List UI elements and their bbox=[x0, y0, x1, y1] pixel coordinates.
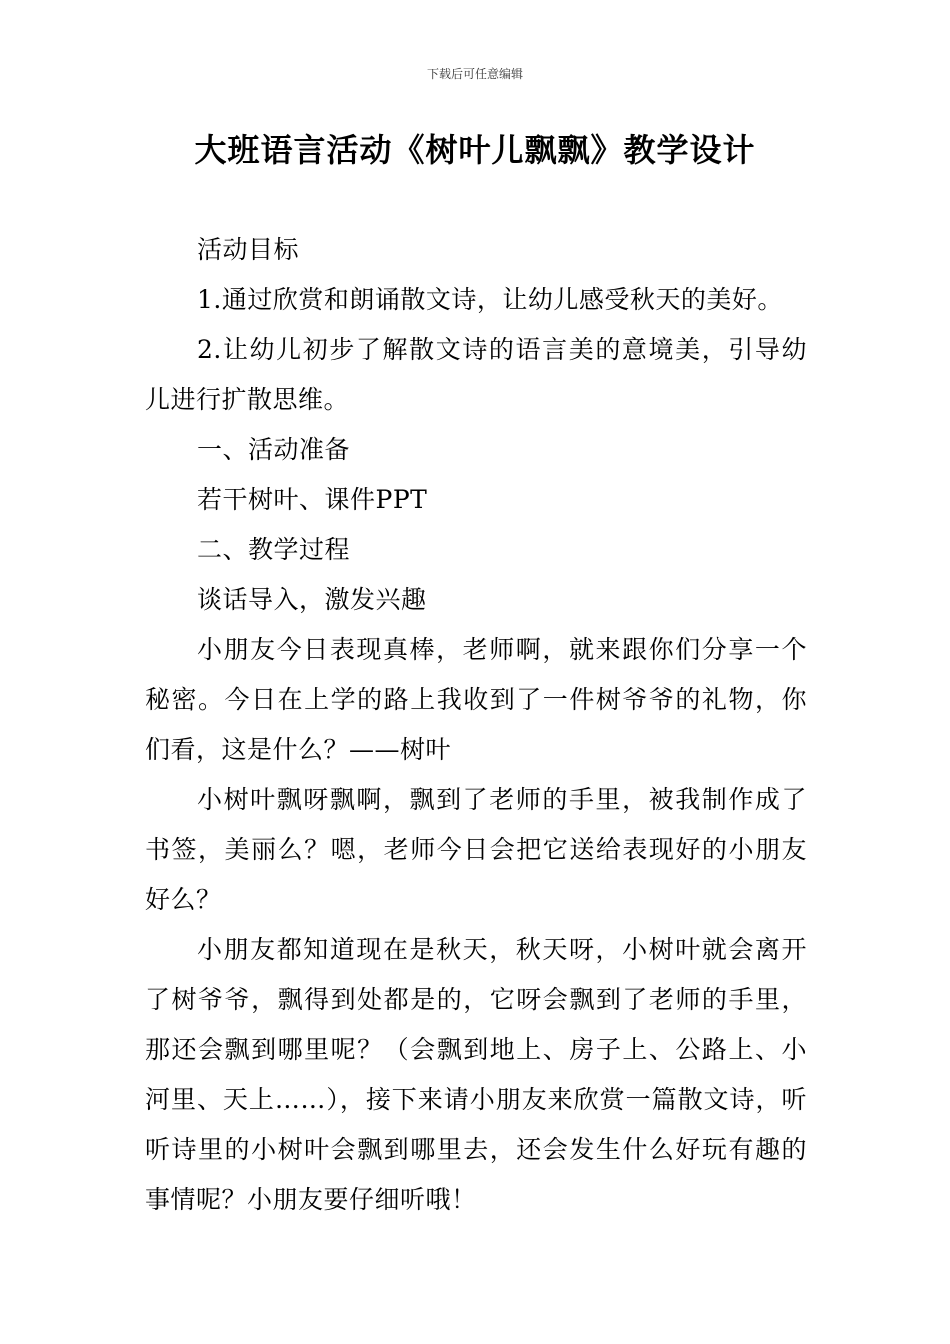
goal-item-2: 2.让幼儿初步了解散文诗的语言美的意境美，引导幼儿进行扩散思维。 bbox=[145, 335, 807, 414]
body-paragraph: 小树叶飘呀飘啊，飘到了老师的手里，被我制作成了书签，美丽么？嗯，老师今日会把它送给表现好的小朋友好么？ bbox=[145, 785, 807, 914]
body-paragraph: 小朋友都知道现在是秋天，秋天呀，小树叶就会离开了树爷爷，飘得到处都是的，它呀会飘到了老师的手里，那还会飘到哪里呢？（会飘到地上、房子上、公路上、小河里、天上……），接下来请小朋友来欣赏一篇散文诗，听听诗里的小树叶会飘到哪里去，还会发生什么好玩有趣的事情呢？小朋友要仔细听哦！ bbox=[145, 935, 807, 1214]
section-heading-preparation: 一、活动准备 bbox=[197, 435, 351, 464]
section-heading-process: 二、教学过程 bbox=[197, 535, 351, 564]
preparation-materials: 若干树叶、课件PPT bbox=[197, 485, 428, 514]
section-heading-goals: 活动目标 bbox=[197, 235, 300, 264]
document-title: 大班语言活动《树叶儿飘飘》教学设计 bbox=[194, 131, 756, 169]
document-body bbox=[145, 225, 807, 1225]
goal-item-1: 1.通过欣赏和朗诵散文诗，让幼儿感受秋天的美好。 bbox=[197, 285, 783, 314]
body-paragraph: 小朋友今日表现真棒，老师啊，就来跟你们分享一个秘密。今日在上学的路上我收到了一件树爷爷的礼物，你们看，这是什么？——树叶 bbox=[145, 635, 807, 764]
header-note: 下载后可任意编辑 bbox=[426, 67, 523, 81]
process-step-heading: 谈话导入，激发兴趣 bbox=[197, 585, 427, 614]
